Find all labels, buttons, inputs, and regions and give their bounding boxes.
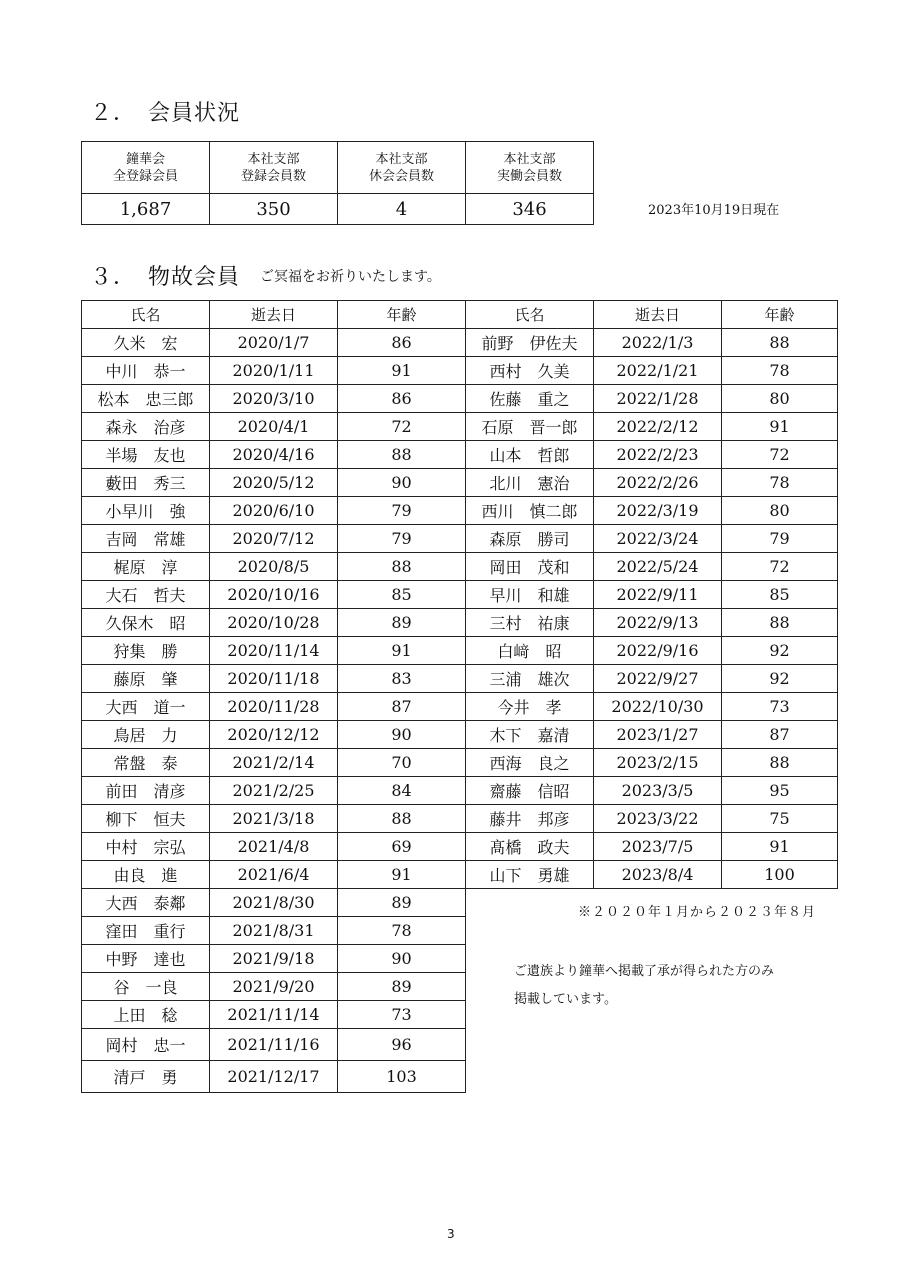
age: 69 <box>338 833 466 861</box>
empty-cell <box>466 1061 594 1093</box>
age: 89 <box>338 609 466 637</box>
age: 92 <box>722 637 838 665</box>
as-of-date: 2023年10月19日現在 <box>648 203 780 218</box>
date-of-death: 2021/9/20 <box>210 973 338 1001</box>
date-of-death: 2022/9/27 <box>594 665 722 693</box>
member-name: 窪田 重行 <box>82 917 210 945</box>
age: 73 <box>722 693 838 721</box>
date-of-death: 2020/12/12 <box>210 721 338 749</box>
member-name: 谷 一良 <box>82 973 210 1001</box>
member-name: 久保木 昭 <box>82 609 210 637</box>
age: 83 <box>338 665 466 693</box>
table-row <box>82 1061 838 1093</box>
table-row <box>82 721 838 749</box>
table-row <box>82 637 838 665</box>
age: 72 <box>338 413 466 441</box>
member-name: 中川 恭一 <box>82 357 210 385</box>
member-name: 前野 伊佐夫 <box>466 329 594 357</box>
member-name: 森原 勝司 <box>466 525 594 553</box>
empty-cell <box>722 917 838 945</box>
total-members-value: 1,687 <box>82 194 210 225</box>
age: 91 <box>338 357 466 385</box>
date-of-death: 2020/4/1 <box>210 413 338 441</box>
date-of-death: 2021/3/18 <box>210 805 338 833</box>
table-row <box>82 777 838 805</box>
age: 79 <box>722 525 838 553</box>
section-3-heading <box>90 260 441 291</box>
header-age: 年齢 <box>338 301 466 329</box>
header-line: 本社支部 <box>247 151 300 167</box>
member-name: 石原 晋一郎 <box>466 413 594 441</box>
table-row <box>82 917 838 945</box>
date-of-death: 2023/1/27 <box>594 721 722 749</box>
age: 84 <box>338 777 466 805</box>
table-row <box>82 693 838 721</box>
member-name: 山下 勇雄 <box>466 861 594 889</box>
table-row <box>82 385 838 413</box>
member-name: 木下 嘉清 <box>466 721 594 749</box>
member-name: 西海 良之 <box>466 749 594 777</box>
date-of-death: 2022/2/12 <box>594 413 722 441</box>
date-of-death: 2022/1/21 <box>594 357 722 385</box>
member-name: 岡田 茂和 <box>466 553 594 581</box>
empty-cell <box>466 889 594 917</box>
member-name: 大西 道一 <box>82 693 210 721</box>
member-name: 大西 泰鄰 <box>82 889 210 917</box>
date-of-death: 2022/9/13 <box>594 609 722 637</box>
age: 86 <box>338 329 466 357</box>
member-name: 今井 孝 <box>466 693 594 721</box>
date-of-death: 2020/10/16 <box>210 581 338 609</box>
age: 88 <box>338 553 466 581</box>
age: 85 <box>338 581 466 609</box>
date-of-death: 2020/3/10 <box>210 385 338 413</box>
age: 72 <box>722 553 838 581</box>
date-of-death: 2020/11/28 <box>210 693 338 721</box>
header-line: 本社支部 <box>503 151 556 167</box>
period-note: ※２０２０年１月から２０２３年８月 <box>578 905 817 920</box>
member-name: 梶原 淳 <box>82 553 210 581</box>
member-name: 西村 久美 <box>466 357 594 385</box>
member-name: 佐藤 重之 <box>466 385 594 413</box>
consent-note <box>514 958 774 1014</box>
header-name: 氏名 <box>466 301 594 329</box>
date-of-death: 2022/1/3 <box>594 329 722 357</box>
date-of-death: 2022/5/24 <box>594 553 722 581</box>
date-of-death: 2022/2/26 <box>594 469 722 497</box>
member-name: 由良 進 <box>82 861 210 889</box>
suspended-members-value: 4 <box>338 194 466 225</box>
member-name: 上田 稔 <box>82 1001 210 1029</box>
header-line: 登録会員数 <box>240 168 306 184</box>
age: 87 <box>722 721 838 749</box>
table-header-row <box>82 142 594 194</box>
member-name: 森永 治彦 <box>82 413 210 441</box>
table-row <box>82 329 838 357</box>
section-subtitle: ご冥福をお祈りいたします。 <box>260 269 441 285</box>
date-of-death: 2020/1/7 <box>210 329 338 357</box>
age: 86 <box>338 385 466 413</box>
registered-members-value: 350 <box>210 194 338 225</box>
table-row <box>82 861 838 889</box>
header-line: 全登録会員 <box>112 168 178 184</box>
date-of-death: 2022/3/24 <box>594 525 722 553</box>
table-header-row <box>82 301 838 329</box>
member-name: 三浦 雄次 <box>466 665 594 693</box>
date-of-death: 2021/4/8 <box>210 833 338 861</box>
member-name: 藪田 秀三 <box>82 469 210 497</box>
table-row <box>82 665 838 693</box>
age: 96 <box>338 1029 466 1061</box>
header-line: 鐘華会 <box>125 151 165 167</box>
section-title: 物故会員 <box>148 265 241 290</box>
member-name: 山本 哲郎 <box>466 441 594 469</box>
age: 73 <box>338 1001 466 1029</box>
table-row <box>82 194 594 225</box>
member-name: 齋藤 信昭 <box>466 777 594 805</box>
header-line: 休会会員数 <box>368 168 434 184</box>
date-of-death: 2023/3/5 <box>594 777 722 805</box>
age: 87 <box>338 693 466 721</box>
member-name: 岡村 忠一 <box>82 1029 210 1061</box>
date-of-death: 2021/11/16 <box>210 1029 338 1061</box>
date-of-death: 2020/8/5 <box>210 553 338 581</box>
date-of-death: 2022/1/28 <box>594 385 722 413</box>
age: 80 <box>722 385 838 413</box>
member-name: 狩集 勝 <box>82 637 210 665</box>
section-title: 会員状況 <box>148 101 241 126</box>
table-row <box>82 469 838 497</box>
date-of-death: 2020/11/18 <box>210 665 338 693</box>
header-line: 本社支部 <box>375 151 428 167</box>
member-name: 半場 友也 <box>82 441 210 469</box>
age: 80 <box>722 497 838 525</box>
member-name: 藤井 邦彦 <box>466 805 594 833</box>
empty-cell <box>594 917 722 945</box>
age: 91 <box>722 833 838 861</box>
age: 79 <box>338 497 466 525</box>
age: 78 <box>722 469 838 497</box>
date-of-death: 2020/4/16 <box>210 441 338 469</box>
age: 70 <box>338 749 466 777</box>
header-line: 実働会員数 <box>496 168 562 184</box>
date-of-death: 2020/10/28 <box>210 609 338 637</box>
age: 91 <box>338 637 466 665</box>
date-of-death: 2022/9/16 <box>594 637 722 665</box>
empty-cell <box>722 1029 838 1061</box>
date-of-death: 2021/8/30 <box>210 889 338 917</box>
section-number: ３． <box>90 265 137 290</box>
date-of-death: 2023/7/5 <box>594 833 722 861</box>
age: 100 <box>722 861 838 889</box>
date-of-death: 2020/5/12 <box>210 469 338 497</box>
date-of-death: 2020/6/10 <box>210 497 338 525</box>
age: 78 <box>722 357 838 385</box>
consent-note-line: ご遺族より鐘華へ掲載了承が得られた方のみ <box>514 964 775 979</box>
table-row <box>82 833 838 861</box>
age: 89 <box>338 973 466 1001</box>
member-name: 中村 宗弘 <box>82 833 210 861</box>
section-2-heading <box>90 96 240 127</box>
age: 88 <box>722 609 838 637</box>
member-name: 常盤 泰 <box>82 749 210 777</box>
age: 85 <box>722 581 838 609</box>
age: 90 <box>338 945 466 973</box>
age: 90 <box>338 721 466 749</box>
date-of-death: 2020/1/11 <box>210 357 338 385</box>
age: 91 <box>722 413 838 441</box>
member-name: 吉岡 常雄 <box>82 525 210 553</box>
header-age: 年齢 <box>722 301 838 329</box>
member-name: 白﨑 昭 <box>466 637 594 665</box>
member-name: 鳥居 力 <box>82 721 210 749</box>
header-cell <box>82 142 210 194</box>
age: 75 <box>722 805 838 833</box>
age: 92 <box>722 665 838 693</box>
date-of-death: 2023/3/22 <box>594 805 722 833</box>
empty-cell <box>594 1029 722 1061</box>
member-name: 北川 憲治 <box>466 469 594 497</box>
date-of-death: 2021/6/4 <box>210 861 338 889</box>
member-name: 松本 忠三郎 <box>82 385 210 413</box>
member-name: 清戸 勇 <box>82 1061 210 1093</box>
membership-status-table <box>81 141 594 225</box>
header-date: 逝去日 <box>594 301 722 329</box>
age: 88 <box>338 441 466 469</box>
age: 72 <box>722 441 838 469</box>
empty-cell <box>466 917 594 945</box>
date-of-death: 2020/7/12 <box>210 525 338 553</box>
date-of-death: 2022/10/30 <box>594 693 722 721</box>
empty-cell <box>722 1061 838 1093</box>
age: 78 <box>338 917 466 945</box>
empty-cell <box>594 1061 722 1093</box>
date-of-death: 2022/3/19 <box>594 497 722 525</box>
header-name: 氏名 <box>82 301 210 329</box>
date-of-death: 2021/9/18 <box>210 945 338 973</box>
table-row <box>82 1029 838 1061</box>
member-name: 髙橋 政夫 <box>466 833 594 861</box>
member-name: 西川 慎二郎 <box>466 497 594 525</box>
date-of-death: 2022/9/11 <box>594 581 722 609</box>
active-members-value: 346 <box>466 194 594 225</box>
header-date: 逝去日 <box>210 301 338 329</box>
table-row <box>82 609 838 637</box>
member-name: 三村 祐康 <box>466 609 594 637</box>
consent-note-line: 掲載しています。 <box>514 992 617 1007</box>
table-row <box>82 441 838 469</box>
header-cell <box>338 142 466 194</box>
date-of-death: 2020/11/14 <box>210 637 338 665</box>
age: 95 <box>722 777 838 805</box>
table-row <box>82 357 838 385</box>
age: 88 <box>722 749 838 777</box>
header-cell <box>210 142 338 194</box>
section-number: ２． <box>90 101 137 126</box>
age: 90 <box>338 469 466 497</box>
member-name: 小早川 強 <box>82 497 210 525</box>
member-name: 藤原 肇 <box>82 665 210 693</box>
table-row <box>82 413 838 441</box>
date-of-death: 2021/2/14 <box>210 749 338 777</box>
age: 88 <box>722 329 838 357</box>
date-of-death: 2023/2/15 <box>594 749 722 777</box>
header-cell <box>466 142 594 194</box>
page-number: 3 <box>447 1227 455 1241</box>
date-of-death: 2021/12/17 <box>210 1061 338 1093</box>
empty-cell <box>466 1029 594 1061</box>
age: 88 <box>338 805 466 833</box>
member-name: 中野 達也 <box>82 945 210 973</box>
age: 91 <box>338 861 466 889</box>
member-name: 柳下 恒夫 <box>82 805 210 833</box>
member-name: 久米 宏 <box>82 329 210 357</box>
age: 103 <box>338 1061 466 1093</box>
member-name: 前田 清彦 <box>82 777 210 805</box>
member-name: 早川 和雄 <box>466 581 594 609</box>
age: 79 <box>338 525 466 553</box>
table-row <box>82 553 838 581</box>
table-row <box>82 525 838 553</box>
date-of-death: 2021/8/31 <box>210 917 338 945</box>
date-of-death: 2021/2/25 <box>210 777 338 805</box>
table-row <box>82 805 838 833</box>
member-name: 大石 哲夫 <box>82 581 210 609</box>
age: 89 <box>338 889 466 917</box>
table-row <box>82 497 838 525</box>
table-row <box>82 749 838 777</box>
date-of-death: 2023/8/4 <box>594 861 722 889</box>
date-of-death: 2022/2/23 <box>594 441 722 469</box>
table-row <box>82 581 838 609</box>
date-of-death: 2021/11/14 <box>210 1001 338 1029</box>
